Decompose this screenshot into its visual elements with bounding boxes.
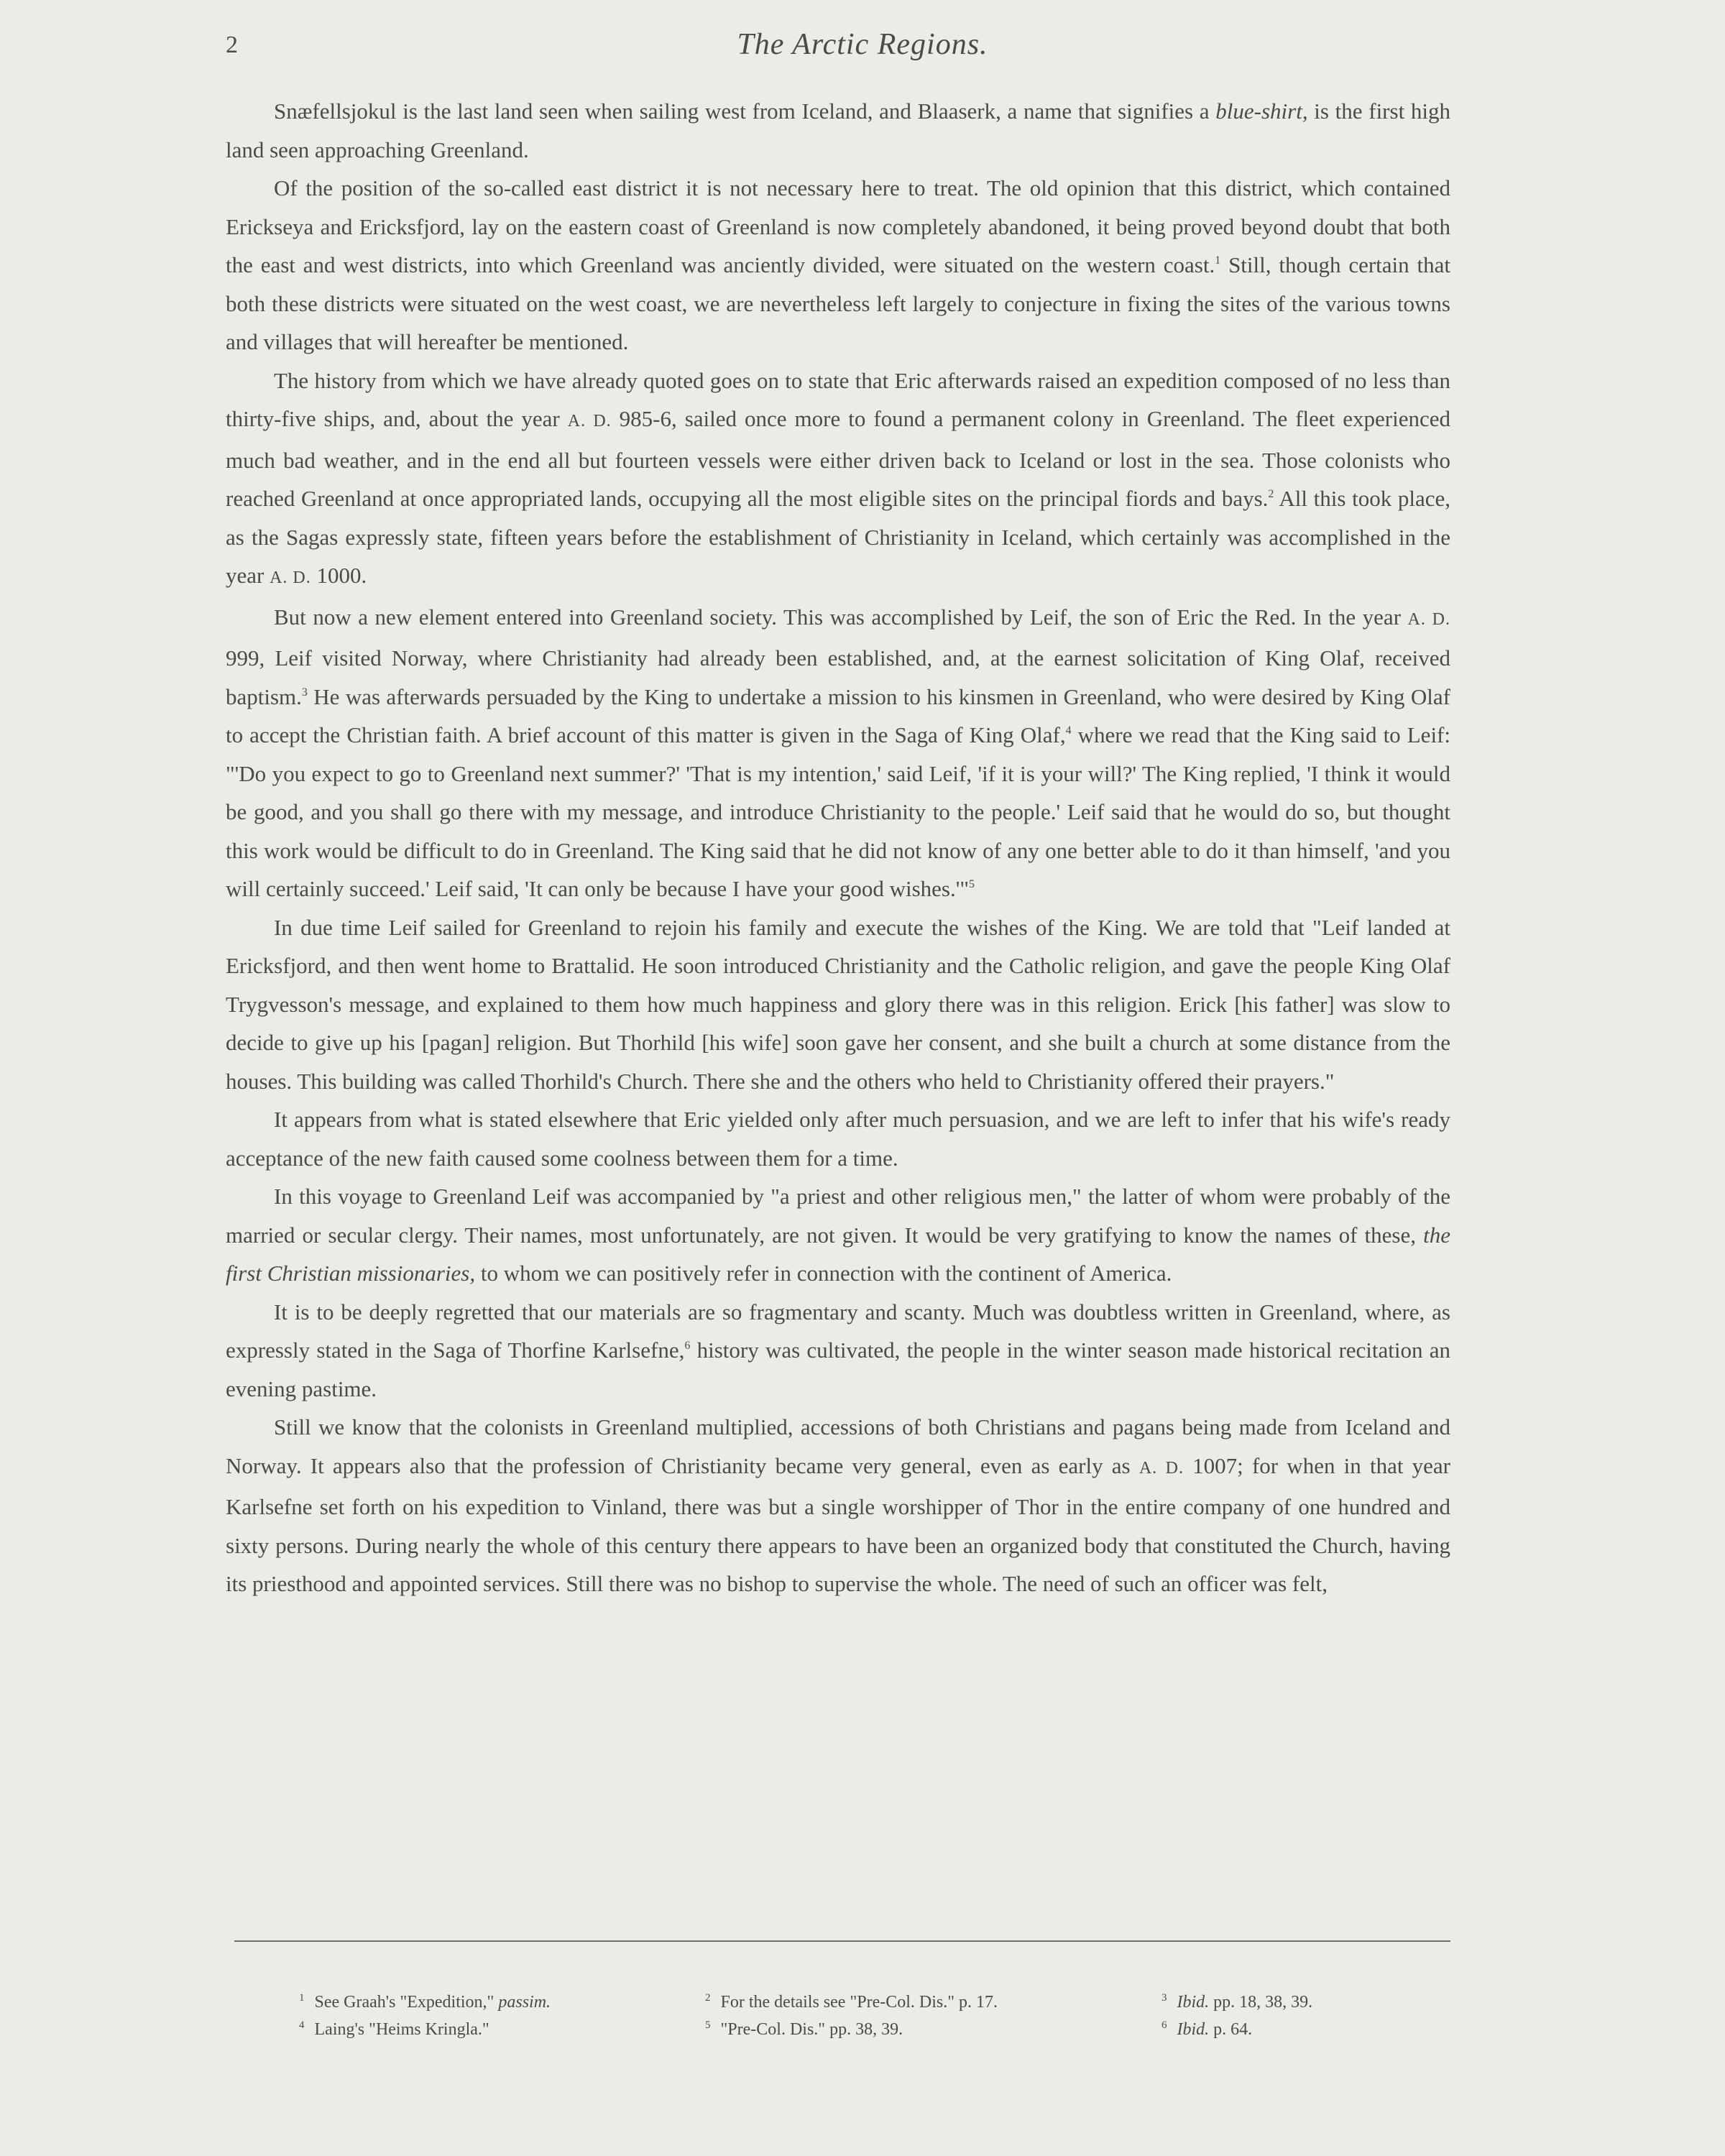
footnote-marker: 3 — [301, 686, 308, 699]
footnote — [705, 1989, 998, 2016]
footnote — [299, 1989, 551, 2016]
paragraph — [226, 1100, 1450, 1177]
text-run: 985-6, sailed once more to found a permanent colony in Greenland. The fleet experienced much bad weather, and in the end all but fourteen vessels were either driven back to Iceland or lost in the sea. Those colonists who reached Greenland at once appropriated lands, occupying all the most eligible sites on the principal fiords and bays. — [226, 406, 1450, 511]
footnote-marker: 6 — [684, 1340, 691, 1352]
footnote-italic: passim. — [498, 1993, 551, 2012]
footnote-number: 2 — [705, 1992, 711, 2004]
footnote — [705, 2016, 903, 2043]
text-run: It is to be deeply regretted that our materials are so fragmentary and scanty. Much was doubtless written in Greenland, where, as expressly stated in the Saga of Thorfine Karlsefne, — [226, 1299, 1450, 1363]
paragraph — [226, 908, 1450, 1101]
text-run: is the first high land seen approaching Greenland. — [226, 98, 1450, 162]
footnote-number: 4 — [299, 2019, 305, 2031]
text-run: Snæfellsjokul is the last land seen when sailing west from Iceland, and Blaaserk, a name that signifies a — [274, 98, 1216, 124]
text-run: In due time Leif sailed for Greenland to rejoin his family and execute the wishes of the King. We are told that "Leif landed at Ericksfjord, and then went home to Brattalid. He soon introduced Christianity and the Catholic religion, and gave the people King Olaf Trygvesson's message, and explained to them how much happiness and glory there was in this religion. Erick [his father] was slow to decide to give up his [pagan] religion. But Thorhild [his wife] soon gave her consent, and she built a church at some distance from the houses. This building was called Thorhild's Church. There she and the others who held to Christianity offered their prayers." — [226, 914, 1450, 1094]
text-run: 1000. — [310, 563, 367, 588]
text-run: Still, though certain that both these districts were situated on the west coast, we are nevertheless left largely to conjecture in fixing the sites of the various towns and villages that will hereafter be mentioned. — [226, 252, 1450, 354]
footnote-italic: Ibid. — [1177, 2020, 1210, 2039]
text-run: But now a new element entered into Greenland society. This was accomplished by Leif, the son of Eric the Red. In the year — [274, 604, 1408, 630]
footnote-marker: 4 — [1065, 724, 1072, 737]
small-caps-era: A. D. — [270, 568, 311, 587]
footnote-marker: 2 — [1268, 488, 1274, 500]
text-run: All this took place, as the Sagas expressly state, fifteen years before the establishment of Christianity in Iceland, which certainly was accomplished in the year — [226, 486, 1450, 588]
text-run: where we read that the King said to Leif: "'Do you expect to go to Greenland next summer?' 'That is my intention,' said Leif, 'if it is your will?' The King replied, 'I think it would be good, and you shall go there with my message, and introduce Christianity to the people.' Leif said that he would do so, but thought this work would be difficult to do in Greenland. The King said that he did not know of any one better able to do it than himself, 'and you will certainly succeed.' Leif said, 'It can only be because I have your good wishes.'" — [226, 722, 1450, 901]
paragraph — [226, 1293, 1450, 1409]
paragraph — [226, 92, 1450, 169]
text-run: 999, Leif visited Norway, where Christianity had already been established, and, at the earnest solicitation of King Olaf, received baptism. — [226, 645, 1450, 709]
footnote-text: "Pre-Col. Dis." pp. 38, 39. — [720, 2020, 903, 2039]
paragraph — [226, 1408, 1450, 1603]
footnote-marker: 5 — [968, 878, 975, 890]
footnote-divider — [234, 1940, 1450, 1942]
footnote-text: For the details see "Pre-Col. Dis." p. 17. — [720, 1993, 998, 2012]
running-title: The Arctic Regions. — [737, 28, 988, 61]
text-run: Of the position of the so-called east district it is not necessary here to treat. The old opinion that this district, which contained Erickseya and Ericksfjord, lay on the eastern coast of Greenland is now completely abandoned, it being proved beyond doubt that both the east and west districts, into which Greenland was anciently divided, were situated on the western coast. — [226, 175, 1450, 277]
footnote — [1162, 2016, 1252, 2043]
footnote-number: 5 — [705, 2019, 711, 2031]
text-run: 1007; for when in that year Karlsefne set forth on his expedition to Vinland, there was but a single worshipper of Thor in the entire company of one hundred and sixty persons. During nearly the whole of this century there appears to have been an organized body that constituted the Church, having its priesthood and appointed services. Still there was no bishop to supervise the whole. The need of such an officer was felt, — [226, 1452, 1450, 1596]
text-run: In this voyage to Greenland Leif was accompanied by "a priest and other religious men," the latter of whom were probably of the married or secular clergy. Their names, most unfortunately, are not given. It would be very gratifying to know the names of these, — [226, 1184, 1450, 1248]
body-text — [226, 92, 1450, 1603]
text-run: to whom we can positively refer in connection with the continent of America. — [475, 1261, 1172, 1286]
footnote — [1162, 1989, 1312, 2016]
paragraph — [226, 361, 1450, 598]
text-run: It appears from what is stated elsewhere that Eric yielded only after much persuasion, and we are left to infer that his wife's ready acceptance of the new faith caused some coolness between them for a time. — [226, 1107, 1450, 1171]
paragraph — [226, 598, 1450, 908]
footnote-text: pp. 18, 38, 39. — [1209, 1993, 1313, 2012]
text-run: The history from which we have already quoted goes on to state that Eric afterwards raised an expedition composed of no less than thirty-five ships, and, about the year — [226, 367, 1450, 431]
italic-text: blue-shirt, — [1215, 98, 1308, 124]
footnote-text: p. 64. — [1209, 2020, 1253, 2039]
footnote — [299, 2016, 489, 2043]
paragraph — [226, 1177, 1450, 1293]
small-caps-era: A. D. — [567, 412, 612, 430]
small-caps-era: A. D. — [1138, 1458, 1184, 1478]
text-run: He was afterwards persuaded by the King to undertake a mission to his kinsmen in Greenland, who were desired by King Olaf to accept the Christian faith. A brief account of this matter is given in the Saga of King Olaf, — [226, 683, 1450, 747]
footnote-italic: Ibid. — [1177, 1993, 1210, 2012]
text-run: Still we know that the colonists in Greenland multiplied, accessions of both Christians and pagans being made from Iceland and Norway. It appears also that the profession of Christianity became very general, even as early as — [226, 1414, 1450, 1478]
footnote-text: Laing's "Heims Kringla." — [314, 2020, 489, 2039]
footnote-text: See Graah's "Expedition," — [314, 1993, 499, 2012]
footnote-marker: 1 — [1215, 254, 1221, 267]
text-run: history was cultivated, the people in the winter season made historical recitation an evening pastime. — [226, 1337, 1451, 1401]
paragraph — [226, 169, 1450, 361]
footnote-number: 6 — [1162, 2019, 1167, 2031]
italic-text: the first Christian missionaries, — [226, 1222, 1450, 1286]
small-caps-era: A. D. — [1407, 609, 1450, 629]
footnote-number: 3 — [1162, 1992, 1167, 2004]
footnote-number: 1 — [299, 1992, 305, 2004]
page-number: 2 — [226, 32, 238, 58]
